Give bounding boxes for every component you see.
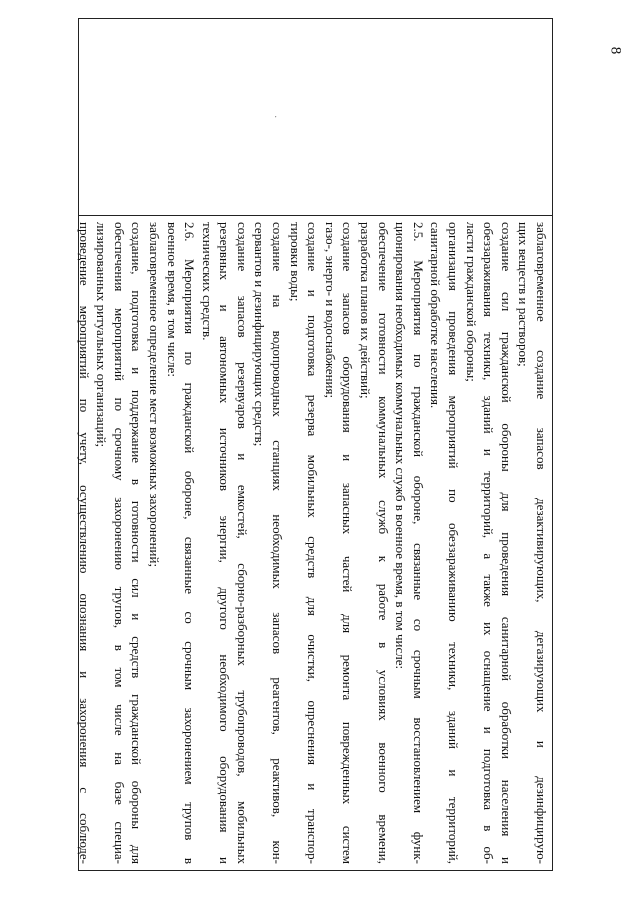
text-line: создание, подготовка и поддержание в готовности сил и средств гражданской обороны для (129, 222, 145, 864)
text-line: заблаговременное создание запасов дезактивирующих, дегазирующих и дезинфицирую- (534, 222, 549, 864)
text-line: обеспечение готовности коммунальных служб к работе в условиях военного времени, (375, 222, 391, 864)
table-right-column (76, 216, 552, 870)
text-line: заблаговременное определение мест возможных захоронений; (146, 222, 162, 568)
text-line: обеспечения мероприятий по срочному захоронению трупов, в том числе на базе специа- (111, 222, 127, 864)
text-line: санитарной обработке населения. (428, 222, 444, 409)
text-line: создание на водопроводных станциях необходимых запасов реагентов, реактивов, кон- (270, 222, 286, 864)
text-line: создание и подготовка резерва мобильных средств для очистки, опреснения и транспор- (305, 222, 321, 864)
text-line: сервантов и дезинфицирующих средств; (252, 222, 268, 447)
text-line: военное время, в том числе: (164, 222, 180, 377)
text-line: газо-, энерго- и водоснабжения; (322, 222, 338, 399)
text-line: тировки воды; (287, 222, 303, 302)
text-line: создание запасов резервуаров и емкостей, сборно-разборных трубопроводов, мобильных (234, 222, 250, 864)
rotated-page-content (78, 18, 553, 871)
text-line: ционирования необходимых коммунальных служб в военное время, в том числе: (393, 222, 409, 670)
text-line: создание запасов оборудования и запасных частей для ремонта поврежденных систем (340, 222, 356, 864)
text-line: лизированных ритуальных организаций; (94, 222, 110, 448)
text-line: организация проведения мероприятий по обеззараживанию техники, зданий и территорий, (446, 222, 462, 864)
text-line: проведение мероприятий по учету, осуществлению опознания и захоронения с соблюде- (76, 222, 92, 864)
scan-speck: · (269, 115, 280, 119)
text-line: щих веществ и растворов; (516, 222, 532, 367)
text-line: резервных и автономных источников энергии, другого необходимого оборудования и (217, 222, 233, 864)
text-line: создание сил гражданской обороны для проведения санитарной обработки населения и (498, 222, 514, 864)
text-line: 2.5. Мероприятия по гражданской обороне, связанные со срочным восстановлением функ- (410, 222, 426, 864)
text-line: 2.6. Мероприятия по гражданской обороне, связанные со срочным захоронением трупов в (182, 222, 198, 864)
text-line: ласти гражданской обороны; (463, 222, 479, 382)
text-line: обеззараживания техники, зданий и территорий, а также их оснащение и подготовка в об- (481, 222, 497, 864)
table-left-column (79, 19, 552, 216)
document-table (78, 18, 553, 871)
page-number: 8 (606, 46, 623, 55)
text-line: разработка планов их действий; (358, 222, 374, 399)
text-line: технических средств. (199, 222, 215, 341)
